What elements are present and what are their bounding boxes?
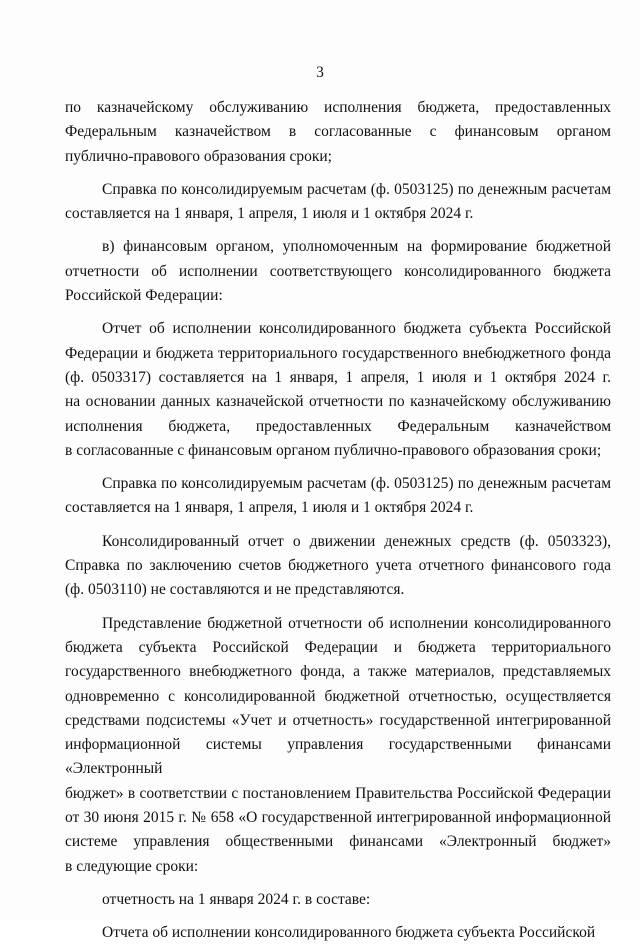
text-line: по казначейскому обслуживанию исполнения бюджета, предоставленных (65, 99, 611, 116)
text-line: на основании данных казначейской отчетности по казначейскому обслуживанию (65, 393, 611, 411)
text-line: Справка по консолидируемым расчетам (ф. 0503125) по денежным расчетам (102, 475, 611, 493)
text-line: в согласованные с финансовым органом публично-правового образования сроки; (65, 441, 602, 459)
text-line: одновременно с консолидированной бюджетной отчетностью, осуществляется (65, 687, 611, 705)
text-line: бюджет» в соответствии с постановлением Правительства Российской Федерации (65, 784, 611, 802)
text-line: Российской Федерации: (65, 287, 223, 305)
text-line: информационной системы управления государственными финансами «Электронный (65, 736, 611, 778)
paragraph (65, 472, 611, 521)
text-line: отчетность на 1 января 2024 г. в составе: (102, 890, 371, 908)
paragraph (65, 921, 611, 945)
paragraph (65, 317, 611, 463)
text-line: Справка по консолидируемым расчетам (ф. 0503125) по денежным расчетам (102, 180, 611, 198)
text-line: Представление бюджетной отчетности об исполнении консолидированного (102, 614, 611, 632)
text-line: в) финансовым органом, уполномоченным на формирование бюджетной (102, 238, 611, 256)
page-number: 3 (316, 64, 324, 81)
paragraph (65, 235, 611, 308)
text-line: исполнения бюджета, предоставленных Федеральным казначейством (65, 417, 611, 435)
text-line: в следующие сроки: (65, 857, 199, 875)
paragraph (65, 530, 611, 603)
text-line: Консолидированный отчет о движении денежных средств (ф. 0503323), (102, 532, 611, 550)
text-line: Отчет об исполнении консолидированного бюджета субъекта Российской (102, 320, 611, 338)
paragraph (65, 178, 611, 227)
text-line: (ф. 0503317) составляется на 1 января, 1 апреля, 1 июля и 1 октября 2024 г. (65, 368, 611, 386)
text-line: от 30 июня 2015 г. № 658 «О государственной интегрированной информационной (65, 809, 611, 827)
document-body (65, 96, 611, 946)
text-line: Отчета об исполнении консолидированного бюджета субъекта Российской (102, 924, 596, 942)
text-line: составляется на 1 января, 1 апреля, 1 июля и 1 октября 2024 г. (65, 499, 474, 517)
text-line: (ф. 0503110) не составляются и не представляются. (65, 581, 405, 599)
text-line: государственного внебюджетного фонда, а также материалов, представляемых (65, 663, 611, 681)
text-line: составляется на 1 января, 1 апреля, 1 июля и 1 октября 2024 г. (65, 205, 474, 223)
text-line: Федерации и бюджета территориального государственного внебюджетного фонда (65, 344, 611, 362)
text-line: Справка по заключению счетов бюджетного учета отчетного финансового года (65, 557, 611, 575)
text-line: бюджета субъекта Российской Федерации и бюджета территориального (65, 638, 611, 656)
text-line: отчетности об исполнении соответствующего консолидированного бюджета (65, 262, 611, 280)
paragraph (65, 888, 611, 912)
text-line: средствами подсистемы «Учет и отчетность» государственной интегрированной (65, 711, 611, 729)
paragraph (65, 612, 611, 879)
text-line: публично-правового образования сроки; (65, 147, 332, 165)
text-line: Федеральным казначейством в согласованные с финансовым органом (65, 123, 611, 141)
text-line: системе управления общественными финансами «Электронный бюджет» (65, 833, 611, 851)
paragraph (65, 96, 611, 169)
